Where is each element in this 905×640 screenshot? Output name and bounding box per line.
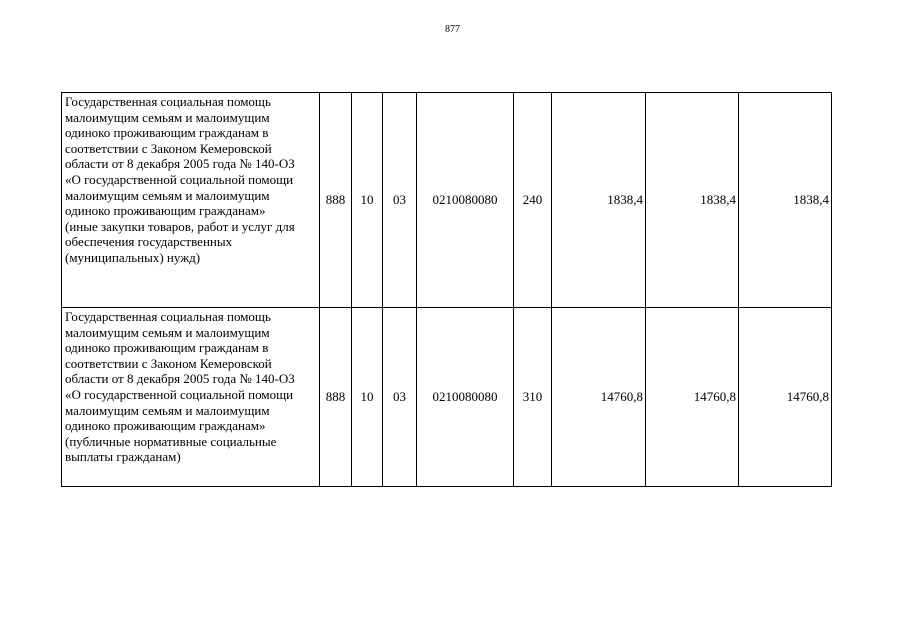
subsection-code: 03 [383, 308, 417, 487]
section-code: 10 [352, 308, 383, 487]
page-number: 877 [445, 24, 460, 35]
amount-year-3: 14760,8 [739, 308, 832, 487]
budget-table [61, 92, 832, 487]
target-item-code: 0210080080 [417, 308, 514, 487]
expense-type-code: 310 [514, 308, 552, 487]
table-row [62, 93, 832, 308]
amount-year-1: 1838,4 [552, 93, 646, 308]
amount-year-2: 1838,4 [646, 93, 739, 308]
expense-type-code: 240 [514, 93, 552, 308]
ministry-code: 888 [320, 93, 352, 308]
subsection-code: 03 [383, 93, 417, 308]
table-row [62, 308, 832, 487]
row-description: Государственная социальная помощь малоимущим семьям и малоимущим одиноко проживающим гражданам в соответствии с Законом Кемеровской области от 8 декабря 2005 года № 140-ОЗ «О государственной социальной помощи малоимущим семьям и малоимущим одиноко проживающим гражданам» (иные закупки товаров, работ и услуг для обеспечения государственных (муниципальных) нужд) [62, 93, 320, 308]
amount-year-1: 14760,8 [552, 308, 646, 487]
row-description: Государственная социальная помощь малоимущим семьям и малоимущим одиноко проживающим гражданам в соответствии с Законом Кемеровской области от 8 декабря 2005 года № 140-ОЗ «О государственной социальной помощи малоимущим семьям и малоимущим одиноко проживающим гражданам» (публичные нормативные социальные выплаты гражданам) [62, 308, 320, 487]
ministry-code: 888 [320, 308, 352, 487]
target-item-code: 0210080080 [417, 93, 514, 308]
section-code: 10 [352, 93, 383, 308]
amount-year-2: 14760,8 [646, 308, 739, 487]
amount-year-3: 1838,4 [739, 93, 832, 308]
